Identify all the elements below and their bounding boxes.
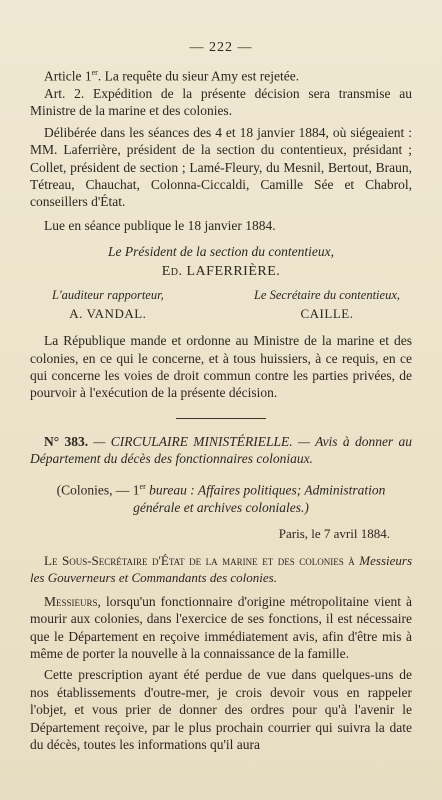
page-number: — 222 — [189, 40, 253, 55]
secretaire-name: CAILLE. [300, 306, 354, 322]
address-sender: Le Sous-Secrétaire d'État de la marine et des colonies à [44, 552, 355, 568]
circular-date: Paris, le 7 avril 1884. [278, 525, 390, 541]
bureau-text: bureau : Affaires politiques; Administration générale et archives coloniales.) [133, 482, 386, 515]
article-2: Art. 2. Expédition de la présente décision sera transmise au Ministre de la marine et des colonies. [30, 85, 412, 119]
circular-title: — CIRCULAIRE MINISTÉRIELLE. — Avis à donner au Département du décès des fonctionnaires coloniaux. [30, 433, 413, 467]
section-divider [176, 418, 266, 419]
circular-paragraph-1 [30, 593, 412, 663]
rapporteur-block [52, 288, 164, 322]
article-1-sup: er [91, 68, 98, 77]
bureau-sup: er [139, 481, 146, 491]
circular-heading [30, 433, 412, 468]
mandate-paragraph: La République mande et ordonne au Ministre de la marine et des colonies, en ce qui le concerne, et à tous huissiers, à ce requis, en ce qui concerne les voies de droit commun contre les parties privées, de pourvoir à l'exécution de la présente décision. [30, 333, 412, 401]
secretaire-block [254, 288, 400, 322]
address-recipient: Messieurs les Gouverneurs et Commandants des colonies. [30, 552, 413, 586]
rapporteur-title: L'auditeur rapporteur, [52, 288, 164, 303]
bureau-line [30, 478, 412, 516]
rapporteur-name: A. VANDAL. [69, 306, 147, 322]
president-name: Ed. LAFERRIÈRE. [161, 264, 281, 280]
president-title: Le Président de la section du contentieux, [107, 244, 335, 260]
article-1 [30, 64, 412, 85]
article-1-text: . La requête du sieur Amy est rejetée. [97, 68, 300, 84]
circular-paragraph-2: Cette prescription ayant été perdue de vue dans quelques-uns de nos établissements d'outre-mer, je crois devoir vous en rappeler l'objet, et vous prier de donner des ordres pour qu'à l'avenir le Département reçoive, par le plus prochain courrier qui suivra la date du décès, toutes les informations qu'il aura [30, 667, 412, 752]
paragraph-1-text: , lorsqu'un fonctionnaire d'origine métropolitaine vient à mourir aux colonies, dans l'exercice de ses fonctions, il est nécessaire que le Département en reçoive immédiatement avis, afin d'être mis à même de porter la nouvelle à la connaissance de la famille. [30, 593, 412, 661]
paragraph-1-lead: Messieurs [44, 593, 98, 609]
deliberation-paragraph: Délibérée dans les séances des 4 et 18 janvier 1884, où siégeaient : MM. Laferrière, président de la section du contentieux, présidant ; Collet, président de section ; Lamé-Fleury, du Mesnil, Bertout, Braun, Tétreau, Chauchat, Colonna-Ciccaldi, Camille Sée et Chabrol, conseillers d'État. [30, 124, 412, 210]
signature-row [30, 288, 412, 322]
circular-number: N° 383. [44, 433, 89, 449]
article-1-label: Article 1 [44, 68, 92, 84]
bureau-prefix: (Colonies, — 1 [56, 482, 140, 498]
secretaire-title: Le Secrétaire du contentieux, [253, 288, 400, 303]
public-reading: Lue en séance publique le 18 janvier 1884. [44, 217, 276, 233]
address-line [30, 552, 412, 587]
